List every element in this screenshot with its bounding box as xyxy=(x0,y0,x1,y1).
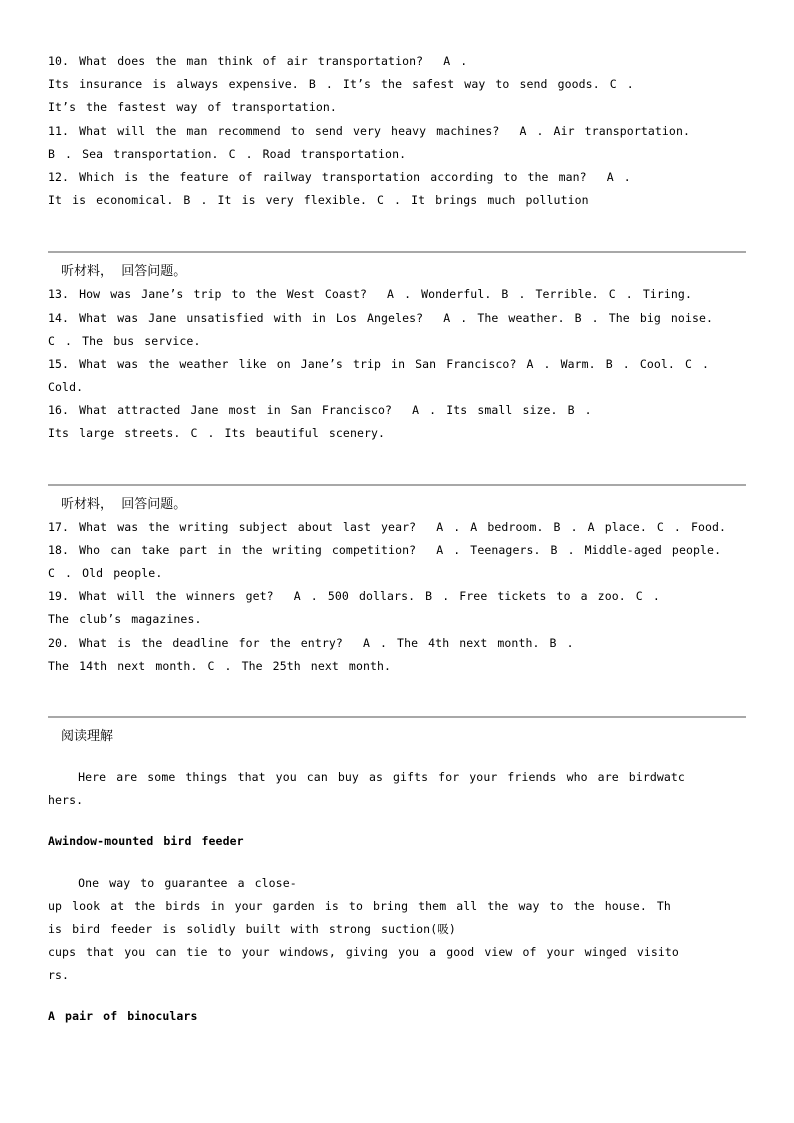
gift-heading-bird-feeder: Awindow-mounted bird feeder xyxy=(48,834,244,849)
question-15-line: 15. What was the weather like on Jane’s trip in San Francisco? A . Warm. B . Cool. C . xyxy=(48,356,710,371)
bird-feeder-paragraph-line: is bird feeder is solidly built with strong suction(吸) xyxy=(48,921,456,936)
section-header: 听材料， 回答问题。 xyxy=(61,264,187,280)
listening-section-3 xyxy=(48,493,748,678)
question-10-options: Its insurance is always expensive. B . It’s the safest way to send goods. C . xyxy=(48,77,634,92)
bird-feeder-paragraph-line: cups that you can tie to your windows, giving you a good view of your winged visito xyxy=(48,945,679,960)
section-header: 阅读理解 xyxy=(61,728,114,744)
intro-paragraph-line: hers. xyxy=(48,793,84,808)
question-13-line: 13. How was Jane’s trip to the West Coast? A . Wonderful. B . Terrible. C . Tiring. xyxy=(48,287,692,302)
question-10-line: 10. What does the man think of air transportation? A . xyxy=(48,54,468,68)
question-16-options-cont: Its large streets. C . Its beautiful scenery. xyxy=(48,426,386,441)
section-header: 听材料， 回答问题。 xyxy=(61,496,187,512)
question-16-line: 16. What attracted Jane most in San Francisco? A . Its small size. B . xyxy=(48,403,592,418)
bird-feeder-paragraph-line: One way to guarantee a close- xyxy=(48,875,297,890)
question-12-line: 12. Which is the feature of railway transportation according to the man? A . xyxy=(48,169,631,184)
question-15-options-cont: Cold. xyxy=(48,380,84,395)
question-18-line: 18. Who can take part in the writing competition? A . Teenagers. B . Middle-aged people. xyxy=(48,542,722,557)
question-10-options-cont: It’s the fastest way of transportation. xyxy=(48,100,337,115)
question-14-options-cont: C . The bus service. xyxy=(48,333,201,348)
question-17-line: 17. What was the writing subject about last year? A . A bedroom. B . A place. C . Food. xyxy=(48,519,727,534)
question-18-options-cont: C . Old people. xyxy=(48,566,163,580)
gift-heading-binoculars: A pair of binoculars xyxy=(48,1009,198,1024)
question-19-options-cont: The club’s magazines. xyxy=(48,612,202,627)
question-20-line: 20. What is the deadline for the entry? A . The 4th next month. B . xyxy=(48,635,574,650)
question-12-options: It is economical. B . It is very flexible. C . It brings much pollution xyxy=(48,193,589,208)
bird-feeder-paragraph-line: up look at the birds in your garden is to bring them all the way to the house. Th xyxy=(48,898,671,913)
question-11-options: B . Sea transportation. C . Road transportation. xyxy=(48,146,407,161)
question-14-line: 14. What was Jane unsatisfied with in Los Angeles? A . The weather. B . The big noise. xyxy=(48,310,714,325)
reading-section xyxy=(48,725,748,1029)
questions-10-12 xyxy=(48,50,748,212)
question-20-options-cont: The 14th next month. C . The 25th next month. xyxy=(48,658,392,673)
bird-feeder-paragraph-line: rs. xyxy=(48,968,70,983)
question-19-line: 19. What will the winners get? A . 500 dollars. B . Free tickets to a zoo. C . xyxy=(48,589,660,604)
listening-section-2 xyxy=(48,260,748,445)
intro-paragraph-line: Here are some things that you can buy as gifts for your friends who are birdwatc xyxy=(48,769,685,784)
document-page xyxy=(48,50,748,1029)
question-11-line: 11. What will the man recommend to send very heavy machines? A . Air transportation. xyxy=(48,123,691,138)
